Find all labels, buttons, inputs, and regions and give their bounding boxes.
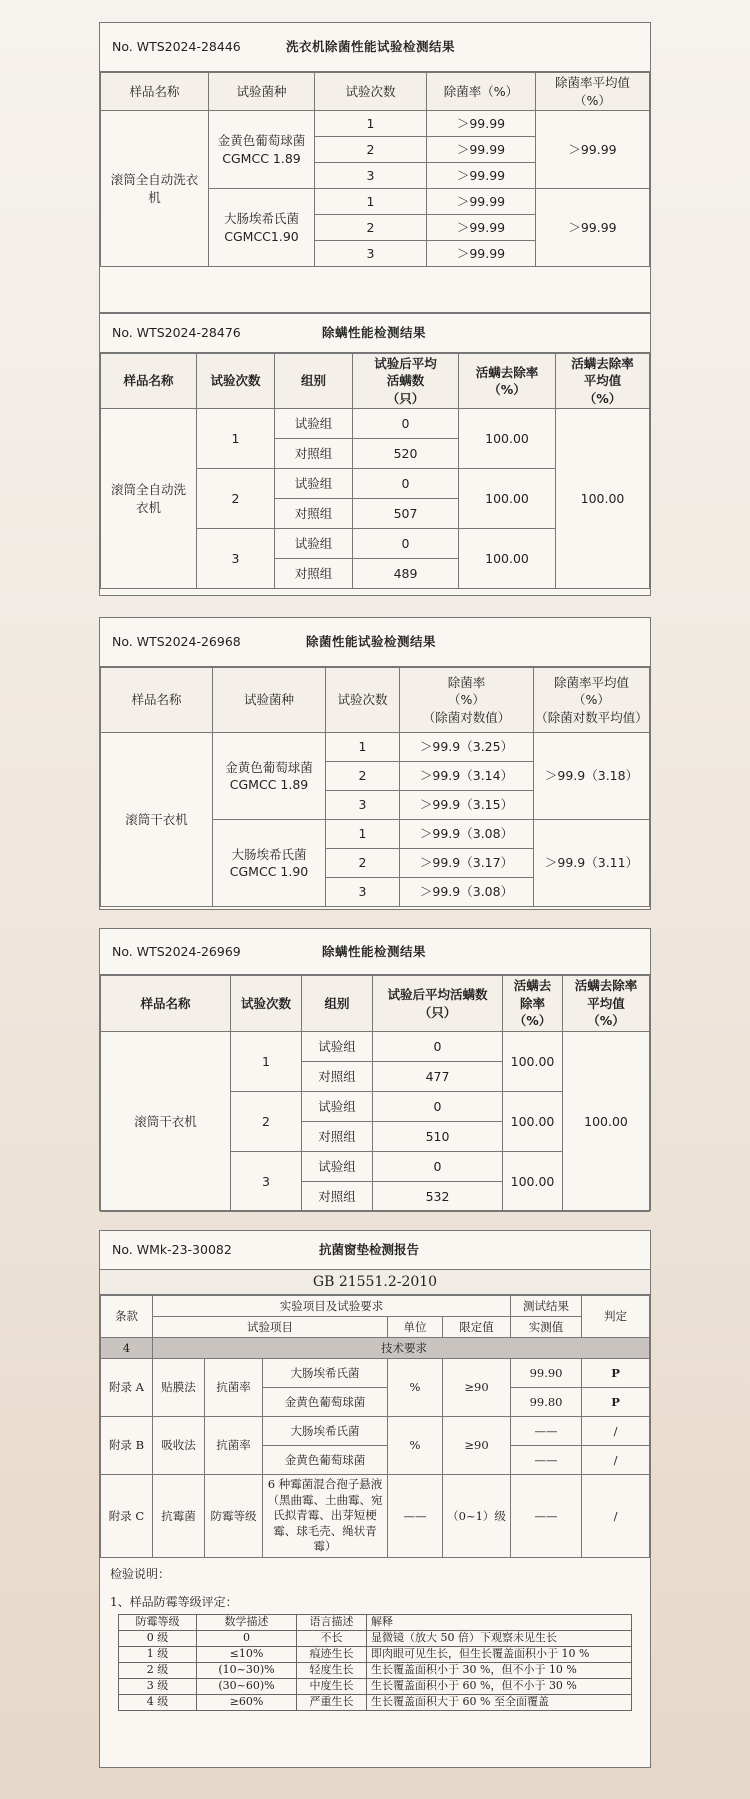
col-header: 样品名称 — [101, 354, 197, 409]
report-title: 除螨性能检测结果 — [322, 944, 427, 959]
mite-count: 507 — [353, 499, 459, 529]
card-header — [100, 1231, 650, 1270]
unit: —— — [388, 1475, 443, 1558]
group-label: 对照组 — [275, 499, 353, 529]
grade: 1 级 — [119, 1646, 197, 1662]
judgement: P — [582, 1359, 650, 1388]
math-desc: 0 — [197, 1630, 297, 1646]
appendix-label: 附录 C — [101, 1475, 153, 1558]
group-label: 对照组 — [302, 1122, 373, 1152]
trial-number: 2 — [326, 762, 400, 791]
col-header: 试验后平均活螨数 （只） — [373, 976, 503, 1032]
report-card-3 — [99, 617, 651, 910]
card-header — [100, 23, 650, 72]
verbal-desc: 痕迹生长 — [297, 1646, 367, 1662]
explanation: 生长覆盖面积小于 30 %，但不小于 10 % — [367, 1662, 632, 1678]
explanation: 即肉眼可见生长，但生长覆盖面积小于 10 % — [367, 1646, 632, 1662]
sample-name: 滚筒全自动洗 衣机 — [101, 409, 197, 589]
removal-rate: 100.00 — [503, 1152, 563, 1212]
table-row — [119, 1678, 632, 1694]
table-row — [119, 1694, 632, 1710]
rate-value: ＞99.9（3.17） — [400, 849, 534, 878]
report-number: No. WTS2024-28476 — [112, 325, 241, 340]
col-header: 语言描述 — [297, 1614, 367, 1630]
rate-value: ＞99.99 — [427, 163, 536, 189]
rate-value: ＞99.99 — [427, 137, 536, 163]
strain-name: 金黄色葡萄球菌 CGMCC 1.89 — [209, 111, 315, 189]
grade: 3 级 — [119, 1678, 197, 1694]
col-header: 试验菌种 — [213, 668, 326, 733]
rate-value: ＞99.99 — [427, 215, 536, 241]
mite-count: 0 — [373, 1032, 503, 1062]
report-title: 除菌性能试验检测结果 — [306, 634, 437, 649]
math-desc: (10~30)% — [197, 1662, 297, 1678]
mite-count: 0 — [353, 529, 459, 559]
removal-rate: 100.00 — [459, 529, 556, 589]
trial-number: 3 — [326, 878, 400, 907]
verbal-desc: 不长 — [297, 1630, 367, 1646]
group-label: 对照组 — [302, 1062, 373, 1092]
col-header: 活螨去除率 平均值 （%） — [563, 976, 650, 1032]
group-label: 对照组 — [275, 439, 353, 469]
col-header: 试验后平均 活螨数 （只） — [353, 354, 459, 409]
math-desc: (30~60)% — [197, 1678, 297, 1694]
group-label: 试验组 — [302, 1092, 373, 1122]
mite-count: 0 — [353, 409, 459, 439]
col-header: 样品名称 — [101, 668, 213, 733]
standard-code: GB 21551.2-2010 — [100, 1270, 650, 1295]
trial-number: 3 — [315, 241, 427, 267]
strain-name: 金黄色葡萄球菌 — [263, 1446, 388, 1475]
report-card-5 — [99, 1230, 651, 1768]
card-header — [100, 618, 650, 667]
removal-average: 100.00 — [556, 409, 650, 589]
sample-name: 滚筒干衣机 — [101, 733, 213, 907]
grade: 0 级 — [119, 1630, 197, 1646]
group-label: 试验组 — [302, 1152, 373, 1182]
appendix-label: 附录 B — [101, 1417, 153, 1475]
rate-average: ＞99.99 — [536, 111, 650, 189]
limit: ≥90 — [443, 1417, 511, 1475]
trial-number: 3 — [231, 1152, 302, 1212]
limit: ≥90 — [443, 1359, 511, 1417]
trial-number: 2 — [315, 137, 427, 163]
method: 抗霉菌 — [153, 1475, 205, 1558]
rate-value: ＞99.99 — [427, 241, 536, 267]
col-header: 除菌率平均值 （%） （除菌对数平均值） — [534, 668, 650, 733]
rate-value: ＞99.99 — [427, 111, 536, 137]
rate-average: ＞99.9（3.11） — [534, 820, 650, 907]
method: 贴膜法 — [153, 1359, 205, 1417]
judgement: / — [582, 1475, 650, 1558]
table-row — [119, 1662, 632, 1678]
notes-line: 1、样品防霉等级评定： — [110, 1594, 238, 1609]
table-row — [119, 1630, 632, 1646]
removal-rate: 100.00 — [503, 1092, 563, 1152]
trial-number: 2 — [326, 849, 400, 878]
col-header: 样品名称 — [101, 73, 209, 111]
mite-removal-table — [100, 353, 650, 589]
mite-count: 510 — [373, 1122, 503, 1152]
report-title: 洗衣机除菌性能试验检测结果 — [286, 39, 456, 54]
strain-name: 金黄色葡萄球菌 CGMCC 1.89 — [213, 733, 326, 820]
col-header: 活螨去除率 （%） — [459, 354, 556, 409]
mite-removal-table — [100, 975, 650, 1212]
strain-name: 金黄色葡萄球菌 — [263, 1388, 388, 1417]
explanation: 生长覆盖面积小于 60 %，但不小于 30 % — [367, 1678, 632, 1694]
group-label: 对照组 — [275, 559, 353, 589]
col-header: 条款 — [101, 1296, 153, 1338]
rate-value: ＞99.9（3.08） — [400, 878, 534, 907]
col-header: 除菌率平均值 （%） — [536, 73, 650, 111]
judgement: / — [582, 1417, 650, 1446]
report-card-2 — [99, 313, 651, 596]
trial-number: 1 — [231, 1032, 302, 1092]
test-item: 抗菌率 — [205, 1359, 263, 1417]
grade: 4 级 — [119, 1694, 197, 1710]
report-card-1 — [99, 22, 651, 313]
method: 吸收法 — [153, 1417, 205, 1475]
verbal-desc: 严重生长 — [297, 1694, 367, 1710]
group-label: 试验组 — [302, 1032, 373, 1062]
trial-number: 3 — [197, 529, 275, 589]
col-header: 试验次数 — [315, 73, 427, 111]
col-header: 限定值 — [443, 1317, 511, 1338]
antibacterial-table — [100, 1295, 650, 1558]
measured-value: —— — [511, 1417, 582, 1446]
trial-number: 1 — [315, 111, 427, 137]
rate-average: ＞99.9（3.18） — [534, 733, 650, 820]
mite-count: 477 — [373, 1062, 503, 1092]
col-header: 试验次数 — [326, 668, 400, 733]
rate-average: ＞99.99 — [536, 189, 650, 267]
strain-name: 大肠埃希氏菌 CGMCC1.90 — [209, 189, 315, 267]
mite-count: 0 — [373, 1092, 503, 1122]
trial-number: 1 — [326, 733, 400, 762]
mite-count: 489 — [353, 559, 459, 589]
col-header: 试验次数 — [231, 976, 302, 1032]
trial-number: 2 — [231, 1092, 302, 1152]
report-title: 除螨性能检测结果 — [322, 325, 427, 340]
trial-number: 3 — [315, 163, 427, 189]
trial-number: 3 — [326, 791, 400, 820]
mite-count: 532 — [373, 1182, 503, 1212]
report-number: No. WTS2024-28446 — [112, 39, 241, 54]
strain-name: 大肠埃希氏菌 — [263, 1359, 388, 1388]
math-desc: ≤10% — [197, 1646, 297, 1662]
col-header: 判定 — [582, 1296, 650, 1338]
judgement: / — [582, 1446, 650, 1475]
col-header: 活螨去 除率 （%） — [503, 976, 563, 1032]
col-header: 单位 — [388, 1317, 443, 1338]
measured-value: 99.80 — [511, 1388, 582, 1417]
removal-rate: 100.00 — [459, 409, 556, 469]
report-number: No. WTS2024-26969 — [112, 944, 241, 959]
col-header: 实测值 — [511, 1317, 582, 1338]
col-header: 除菌率 （%） （除菌对数值） — [400, 668, 534, 733]
measured-value: —— — [511, 1475, 582, 1558]
col-header: 组别 — [275, 354, 353, 409]
measured-value: 99.90 — [511, 1359, 582, 1388]
col-header: 活螨去除率 平均值 （%） — [556, 354, 650, 409]
trial-number: 1 — [326, 820, 400, 849]
trial-number: 1 — [197, 409, 275, 469]
group-label: 试验组 — [275, 469, 353, 499]
group-label: 试验组 — [275, 409, 353, 439]
rate-value: ＞99.9（3.14） — [400, 762, 534, 791]
measured-value: —— — [511, 1446, 582, 1475]
report-number: No. WMk-23-30082 — [112, 1242, 232, 1257]
sample-name: 滚筒干衣机 — [101, 1032, 231, 1212]
section-label: 技术要求 — [153, 1338, 650, 1359]
col-header: 测试结果 — [511, 1296, 582, 1317]
rate-value: ＞99.9（3.08） — [400, 820, 534, 849]
removal-rate: 100.00 — [459, 469, 556, 529]
mite-count: 0 — [373, 1152, 503, 1182]
col-header: 数学描述 — [197, 1614, 297, 1630]
mite-count: 520 — [353, 439, 459, 469]
card-header — [100, 314, 650, 353]
limit: （0~1）级 — [443, 1475, 511, 1558]
judgement: P — [582, 1388, 650, 1417]
appendix-label: 附录 A — [101, 1359, 153, 1417]
mite-count: 0 — [353, 469, 459, 499]
group-label: 对照组 — [302, 1182, 373, 1212]
rate-value: ＞99.9（3.25） — [400, 733, 534, 762]
report-number: No. WTS2024-26968 — [112, 634, 241, 649]
verbal-desc: 中度生长 — [297, 1678, 367, 1694]
removal-rate: 100.00 — [503, 1032, 563, 1092]
removal-average: 100.00 — [563, 1032, 650, 1212]
strain-name: 大肠埃希氏菌 — [263, 1417, 388, 1446]
sterilization-table — [100, 72, 650, 267]
explanation: 显微镜（放大 50 倍）下观察未见生长 — [367, 1630, 632, 1646]
trial-number: 2 — [197, 469, 275, 529]
strain-name: 大肠埃希氏菌 CGMCC 1.90 — [213, 820, 326, 907]
rate-value: ＞99.99 — [427, 189, 536, 215]
report-title: 抗菌窗垫检测报告 — [319, 1242, 420, 1257]
sterilization-log-table — [100, 667, 650, 907]
card-header — [100, 929, 650, 975]
sample-name: 滚筒全自动洗衣机 — [101, 111, 209, 267]
test-item: 抗菌率 — [205, 1417, 263, 1475]
explanation: 生长覆盖面积大于 60 % 至全面覆盖 — [367, 1694, 632, 1710]
inspection-notes — [100, 1558, 650, 1711]
math-desc: ≥60% — [197, 1694, 297, 1710]
col-header: 实验项目及试验要求 — [153, 1296, 511, 1317]
unit: % — [388, 1359, 443, 1417]
mold-grade-table — [118, 1614, 632, 1711]
col-header: 试验次数 — [197, 354, 275, 409]
group-label: 试验组 — [275, 529, 353, 559]
col-header: 解释 — [367, 1614, 632, 1630]
trial-number: 2 — [315, 215, 427, 241]
grade: 2 级 — [119, 1662, 197, 1678]
test-item: 防霉等级 — [205, 1475, 263, 1558]
section-number: 4 — [101, 1338, 153, 1359]
table-row — [119, 1646, 632, 1662]
col-header: 除菌率（%） — [427, 73, 536, 111]
trial-number: 1 — [315, 189, 427, 215]
col-header: 防霉等级 — [119, 1614, 197, 1630]
rate-value: ＞99.9（3.15） — [400, 791, 534, 820]
col-header: 试验菌种 — [209, 73, 315, 111]
col-header: 试验项目 — [153, 1317, 388, 1338]
test-description: 6 种霉菌混合孢子悬液（黑曲霉、土曲霉、宛氏拟青霉、出芽短梗霉、球毛壳、绳状青霉） — [263, 1475, 388, 1558]
col-header: 组别 — [302, 976, 373, 1032]
unit: % — [388, 1417, 443, 1475]
verbal-desc: 轻度生长 — [297, 1662, 367, 1678]
col-header: 样品名称 — [101, 976, 231, 1032]
report-card-4 — [99, 928, 651, 1211]
notes-title: 检验说明： — [110, 1566, 171, 1581]
